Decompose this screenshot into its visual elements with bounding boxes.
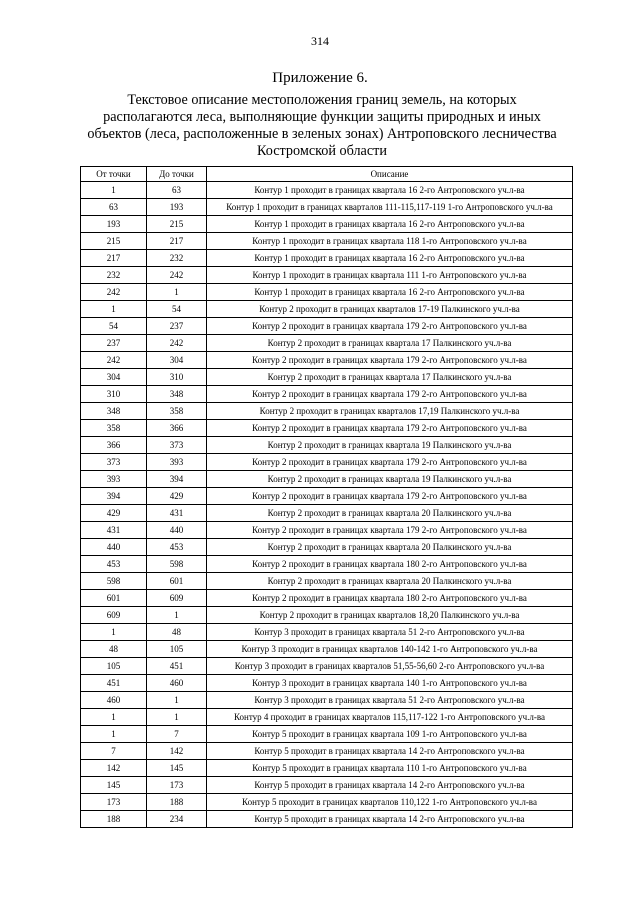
cell-to-point: 1 xyxy=(147,692,207,709)
table-row xyxy=(81,777,573,794)
cell-to-point: 193 xyxy=(147,199,207,216)
table-row xyxy=(81,760,573,777)
cell-from-point: 609 xyxy=(81,607,147,624)
cell-to-point: 431 xyxy=(147,505,207,522)
cell-to-point: 1 xyxy=(147,607,207,624)
column-header-from-point: От точки xyxy=(81,167,147,182)
cell-from-point: 348 xyxy=(81,403,147,420)
cell-from-point: 304 xyxy=(81,369,147,386)
table-header-row xyxy=(81,167,573,182)
cell-description: Контур 2 проходит в границах квартала 179 2-го Антроповского уч.л-ва xyxy=(207,386,573,403)
cell-to-point: 393 xyxy=(147,454,207,471)
table-row xyxy=(81,454,573,471)
cell-to-point: 601 xyxy=(147,573,207,590)
cell-from-point: 232 xyxy=(81,267,147,284)
cell-to-point: 460 xyxy=(147,675,207,692)
cell-to-point: 429 xyxy=(147,488,207,505)
cell-to-point: 188 xyxy=(147,794,207,811)
cell-from-point: 440 xyxy=(81,539,147,556)
boundary-table xyxy=(80,166,573,828)
cell-from-point: 598 xyxy=(81,573,147,590)
cell-from-point: 453 xyxy=(81,556,147,573)
table-row xyxy=(81,301,573,318)
cell-description: Контур 1 проходит в границах квартала 16 2-го Антроповского уч.л-ва xyxy=(207,250,573,267)
table-row xyxy=(81,471,573,488)
table-row xyxy=(81,199,573,216)
cell-from-point: 393 xyxy=(81,471,147,488)
table-row xyxy=(81,539,573,556)
cell-description: Контур 2 проходит в границах квартала 180 2-го Антроповского уч.л-ва xyxy=(207,556,573,573)
cell-description: Контур 5 проходит в границах квартала 14 2-го Антроповского уч.л-ва xyxy=(207,743,573,760)
cell-to-point: 453 xyxy=(147,539,207,556)
cell-description: Контур 2 проходит в границах квартала 180 2-го Антроповского уч.л-ва xyxy=(207,590,573,607)
cell-to-point: 173 xyxy=(147,777,207,794)
table-row xyxy=(81,182,573,199)
cell-description: Контур 5 проходит в границах квартала 14 2-го Антроповского уч.л-ва xyxy=(207,777,573,794)
table-row xyxy=(81,488,573,505)
cell-to-point: 48 xyxy=(147,624,207,641)
table-row xyxy=(81,284,573,301)
cell-description: Контур 1 проходит в границах квартала 16 2-го Антроповского уч.л-ва xyxy=(207,216,573,233)
table-row xyxy=(81,641,573,658)
cell-description: Контур 1 проходит в границах квартала 118 1-го Антроповского уч.л-ва xyxy=(207,233,573,250)
cell-description: Контур 2 проходит в границах кварталов 18,20 Палкинского уч.л-ва xyxy=(207,607,573,624)
cell-to-point: 373 xyxy=(147,437,207,454)
cell-from-point: 193 xyxy=(81,216,147,233)
cell-from-point: 54 xyxy=(81,318,147,335)
cell-to-point: 145 xyxy=(147,760,207,777)
cell-to-point: 242 xyxy=(147,335,207,352)
cell-from-point: 1 xyxy=(81,301,147,318)
cell-description: Контур 5 проходит в границах кварталов 110,122 1-го Антроповского уч.л-ва xyxy=(207,794,573,811)
cell-description: Контур 2 проходит в границах квартала 20 Палкинского уч.л-ва xyxy=(207,573,573,590)
cell-to-point: 598 xyxy=(147,556,207,573)
cell-description: Контур 2 проходит в границах квартала 179 2-го Антроповского уч.л-ва xyxy=(207,318,573,335)
cell-from-point: 1 xyxy=(81,182,147,199)
cell-to-point: 7 xyxy=(147,726,207,743)
cell-to-point: 242 xyxy=(147,267,207,284)
table-row xyxy=(81,233,573,250)
table-row xyxy=(81,624,573,641)
cell-from-point: 394 xyxy=(81,488,147,505)
cell-description: Контур 3 проходит в границах квартала 140 1-го Антроповского уч.л-ва xyxy=(207,675,573,692)
cell-to-point: 304 xyxy=(147,352,207,369)
column-header-description: Описание xyxy=(207,167,573,182)
table-row xyxy=(81,573,573,590)
cell-to-point: 54 xyxy=(147,301,207,318)
cell-description: Контур 2 проходит в границах квартала 19 Палкинского уч.л-ва xyxy=(207,471,573,488)
cell-from-point: 242 xyxy=(81,352,147,369)
table-body xyxy=(81,182,573,828)
cell-from-point: 373 xyxy=(81,454,147,471)
appendix-heading: Приложение 6. xyxy=(272,70,368,86)
cell-from-point: 1 xyxy=(81,726,147,743)
table-row xyxy=(81,403,573,420)
cell-from-point: 237 xyxy=(81,335,147,352)
cell-description: Контур 2 проходит в границах квартала 179 2-го Антроповского уч.л-ва xyxy=(207,352,573,369)
cell-to-point: 348 xyxy=(147,386,207,403)
cell-to-point: 142 xyxy=(147,743,207,760)
cell-description: Контур 2 проходит в границах квартала 179 2-го Антроповского уч.л-ва xyxy=(207,454,573,471)
cell-description: Контур 3 проходит в границах кварталов 51,55-56,60 2-го Антроповского уч.л-ва xyxy=(207,658,573,675)
cell-description: Контур 2 проходит в границах квартала 20 Палкинского уч.л-ва xyxy=(207,505,573,522)
cell-from-point: 7 xyxy=(81,743,147,760)
cell-description: Контур 5 проходит в границах квартала 109 1-го Антроповского уч.л-ва xyxy=(207,726,573,743)
cell-from-point: 173 xyxy=(81,794,147,811)
table-row xyxy=(81,658,573,675)
table-row xyxy=(81,318,573,335)
cell-description: Контур 4 проходит в границах кварталов 115,117-122 1-го Антроповского уч.л-ва xyxy=(207,709,573,726)
cell-to-point: 394 xyxy=(147,471,207,488)
cell-to-point: 451 xyxy=(147,658,207,675)
table-row xyxy=(81,386,573,403)
table-row xyxy=(81,522,573,539)
cell-description: Контур 2 проходит в границах кварталов 17,19 Палкинского уч.л-ва xyxy=(207,403,573,420)
table-row xyxy=(81,420,573,437)
cell-from-point: 63 xyxy=(81,199,147,216)
cell-to-point: 105 xyxy=(147,641,207,658)
cell-to-point: 609 xyxy=(147,590,207,607)
table-row xyxy=(81,335,573,352)
cell-to-point: 63 xyxy=(147,182,207,199)
cell-to-point: 366 xyxy=(147,420,207,437)
column-header-to-point: До точки xyxy=(147,167,207,182)
cell-from-point: 460 xyxy=(81,692,147,709)
cell-from-point: 358 xyxy=(81,420,147,437)
cell-from-point: 601 xyxy=(81,590,147,607)
table-row xyxy=(81,250,573,267)
table-row xyxy=(81,216,573,233)
table-row xyxy=(81,352,573,369)
table-row xyxy=(81,556,573,573)
table-row xyxy=(81,267,573,284)
cell-description: Контур 3 проходит в границах квартала 51 2-го Антроповского уч.л-ва xyxy=(207,624,573,641)
table-row xyxy=(81,709,573,726)
cell-from-point: 215 xyxy=(81,233,147,250)
cell-from-point: 217 xyxy=(81,250,147,267)
cell-from-point: 451 xyxy=(81,675,147,692)
cell-from-point: 105 xyxy=(81,658,147,675)
cell-to-point: 440 xyxy=(147,522,207,539)
table-row xyxy=(81,590,573,607)
cell-from-point: 310 xyxy=(81,386,147,403)
table-row xyxy=(81,794,573,811)
page-number: 314 xyxy=(311,34,329,48)
cell-from-point: 242 xyxy=(81,284,147,301)
cell-description: Контур 2 проходит в границах квартала 20 Палкинского уч.л-ва xyxy=(207,539,573,556)
cell-from-point: 48 xyxy=(81,641,147,658)
cell-description: Контур 2 проходит в границах квартала 179 2-го Антроповского уч.л-ва xyxy=(207,420,573,437)
cell-description: Контур 3 проходит в границах кварталов 140-142 1-го Антроповского уч.л-ва xyxy=(207,641,573,658)
table-row xyxy=(81,811,573,828)
cell-to-point: 237 xyxy=(147,318,207,335)
cell-from-point: 429 xyxy=(81,505,147,522)
cell-description: Контур 2 проходит в границах квартала 179 2-го Антроповского уч.л-ва xyxy=(207,488,573,505)
cell-to-point: 1 xyxy=(147,709,207,726)
cell-from-point: 366 xyxy=(81,437,147,454)
cell-to-point: 234 xyxy=(147,811,207,828)
cell-from-point: 431 xyxy=(81,522,147,539)
cell-description: Контур 1 проходит в границах кварталов 111-115,117-119 1-го Антроповского уч.л-ва xyxy=(207,199,573,216)
cell-description: Контур 1 проходит в границах квартала 16 2-го Антроповского уч.л-ва xyxy=(207,182,573,199)
cell-description: Контур 2 проходит в границах квартала 17 Палкинского уч.л-ва xyxy=(207,369,573,386)
table-row xyxy=(81,437,573,454)
cell-from-point: 1 xyxy=(81,709,147,726)
cell-description: Контур 2 проходит в границах квартала 17 Палкинского уч.л-ва xyxy=(207,335,573,352)
cell-to-point: 358 xyxy=(147,403,207,420)
cell-description: Контур 2 проходит в границах квартала 19 Палкинского уч.л-ва xyxy=(207,437,573,454)
table-row xyxy=(81,369,573,386)
table-row xyxy=(81,692,573,709)
table-row xyxy=(81,607,573,624)
cell-description: Контур 5 проходит в границах квартала 14 2-го Антроповского уч.л-ва xyxy=(207,811,573,828)
table-row xyxy=(81,726,573,743)
cell-description: Контур 5 проходит в границах квартала 110 1-го Антроповского уч.л-ва xyxy=(207,760,573,777)
cell-from-point: 145 xyxy=(81,777,147,794)
cell-from-point: 142 xyxy=(81,760,147,777)
cell-from-point: 188 xyxy=(81,811,147,828)
cell-from-point: 1 xyxy=(81,624,147,641)
cell-description: Контур 2 проходит в границах кварталов 17-19 Палкинского уч.л-ва xyxy=(207,301,573,318)
table-row xyxy=(81,505,573,522)
cell-to-point: 310 xyxy=(147,369,207,386)
cell-description: Контур 2 проходит в границах квартала 179 2-го Антроповского уч.л-ва xyxy=(207,522,573,539)
table-row xyxy=(81,675,573,692)
cell-to-point: 215 xyxy=(147,216,207,233)
cell-description: Контур 1 проходит в границах квартала 16 2-го Антроповского уч.л-ва xyxy=(207,284,573,301)
table-row xyxy=(81,743,573,760)
document-title: Текстовое описание местоположения границ земель, на которых располагаются леса, выполняющие функции защиты природных и иных объектов (леса, расположенные в зеленых зонах) Антроповского лесничества Костромской области xyxy=(87,92,557,159)
cell-to-point: 217 xyxy=(147,233,207,250)
cell-to-point: 1 xyxy=(147,284,207,301)
cell-description: Контур 3 проходит в границах квартала 51 2-го Антроповского уч.л-ва xyxy=(207,692,573,709)
cell-to-point: 232 xyxy=(147,250,207,267)
cell-description: Контур 1 проходит в границах квартала 111 1-го Антроповского уч.л-ва xyxy=(207,267,573,284)
